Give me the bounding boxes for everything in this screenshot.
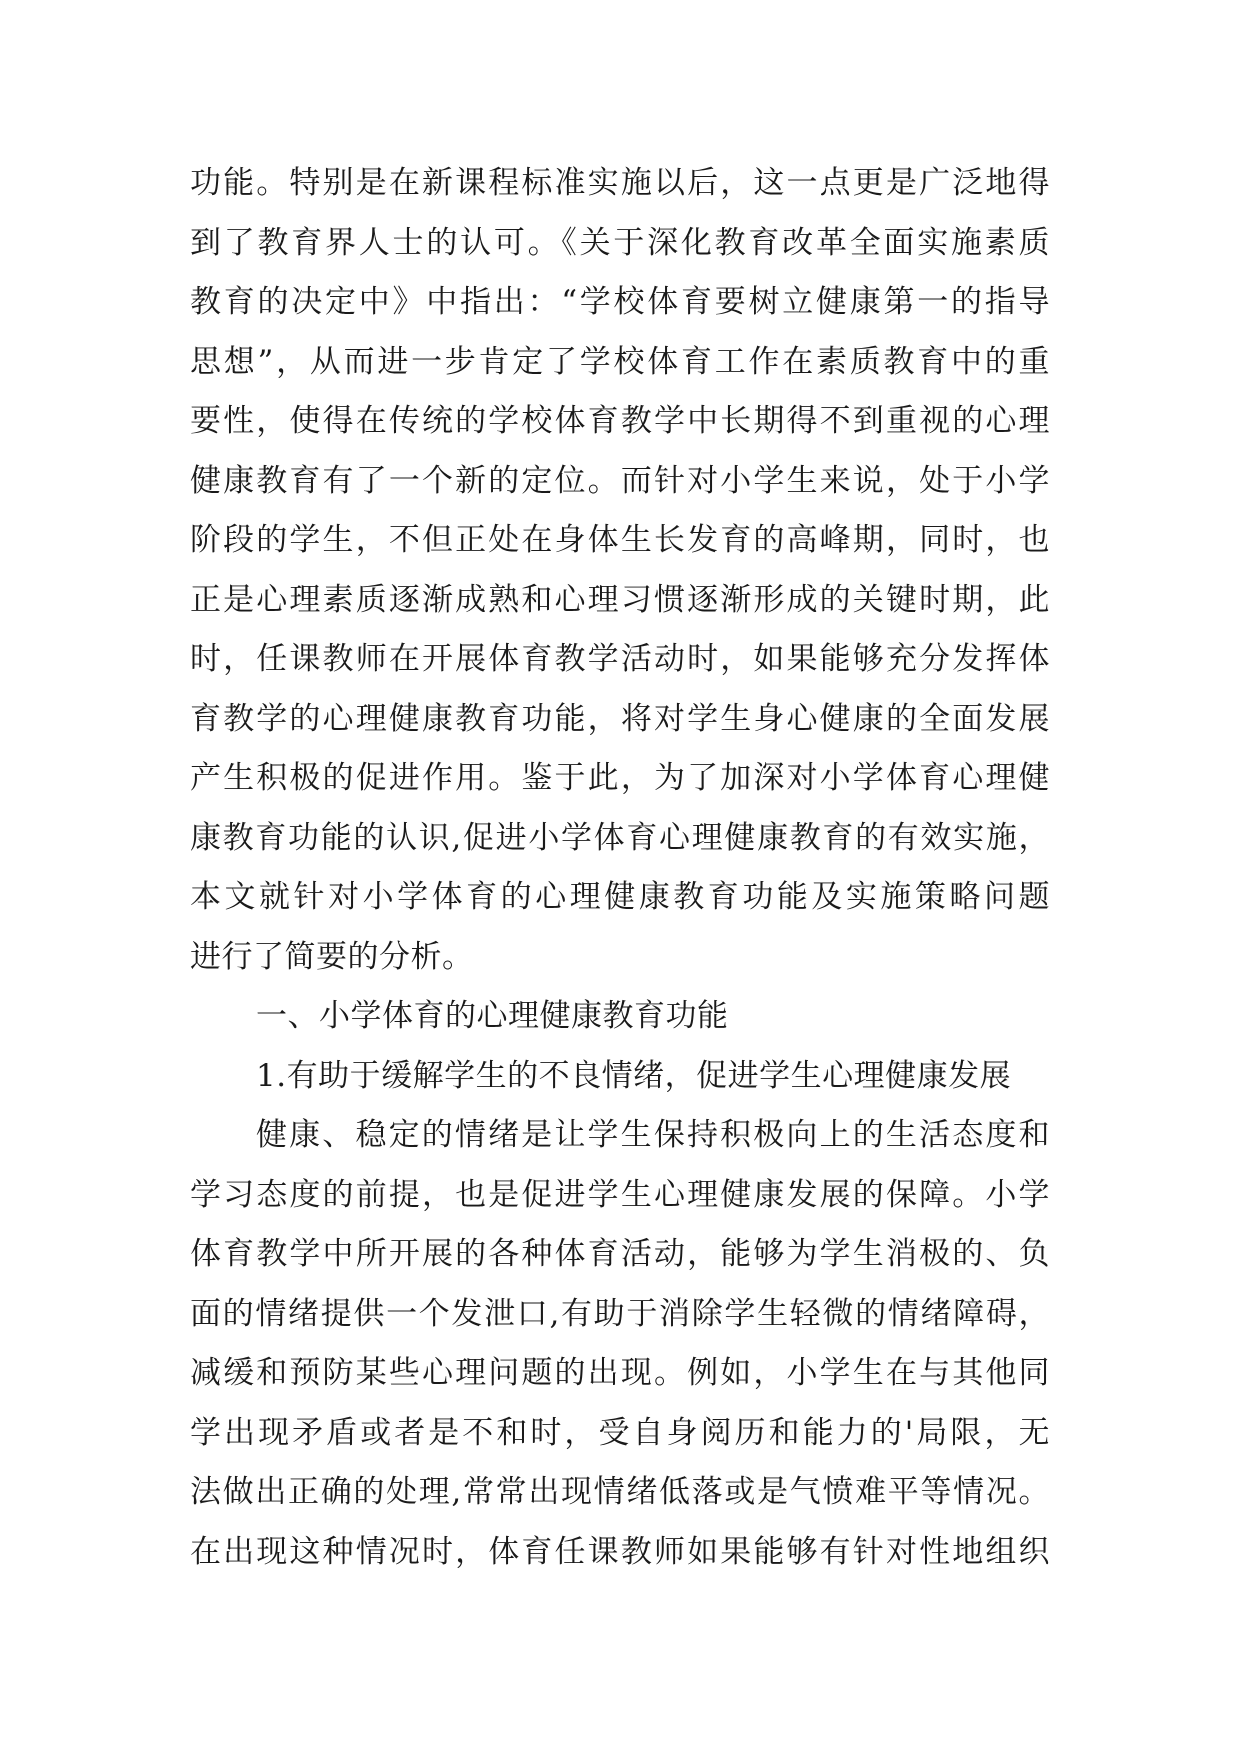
text-line: 法做出正确的处理,常常出现情绪低落或是气愤难平等情况。 [190, 1474, 1050, 1510]
text-line: 教育的决定中》中指出：“学校体育要树立健康第一的指导 [190, 284, 1050, 320]
subsection-heading: 1.有助于缓解学生的不良情绪，促进学生心理健康发展 [256, 1057, 1012, 1094]
text-line: 育教学的心理健康教育功能，将对学生身心健康的全面发展 [190, 700, 1050, 737]
text-line: 功能。特别是在新课程标准实施以后，这一点更是广泛地得 [190, 165, 1050, 201]
text-line: 产生积极的促进作用。鉴于此，为了加深对小学体育心理健 [190, 760, 1050, 796]
text-line: 健康教育有了一个新的定位。而针对小学生来说，处于小学 [190, 462, 1050, 499]
text-line: 时，任课教师在开展体育教学活动时，如果能够充分发挥体 [190, 641, 1050, 677]
text-line: 进行了简要的分析。 [190, 938, 474, 975]
text-line: 减缓和预防某些心理问题的出现。例如，小学生在与其他同 [190, 1355, 1050, 1391]
text-line: 阶段的学生，不但正处在身体生长发育的高峰期，同时，也 [190, 522, 1050, 558]
text-line: 思想”，从而进一步肯定了学校体育工作在素质教育中的重 [190, 343, 1050, 380]
text-line: 正是心理素质逐渐成熟和心理习惯逐渐形成的关键时期，此 [190, 581, 1050, 618]
body-text [190, 154, 1050, 1582]
text-line: 康教育功能的认识,促进小学体育心理健康教育的有效实施， [190, 819, 1050, 856]
text-line: 本文就针对小学体育的心理健康教育功能及实施策略问题 [190, 879, 1050, 915]
text-line: 健康、稳定的情绪是让学生保持积极向上的生活态度和 [256, 1117, 1050, 1153]
text-line: 面的情绪提供一个发泄口,有助于消除学生轻微的情绪障碍， [190, 1295, 1050, 1332]
section-heading: 一、小学体育的心理健康教育功能 [256, 998, 729, 1034]
text-line: 学习态度的前提，也是促进学生心理健康发展的保障。小学 [190, 1176, 1050, 1213]
text-line: 要性，使得在传统的学校体育教学中长期得不到重视的心理 [190, 403, 1050, 439]
text-line: 学出现矛盾或者是不和时，受自身阅历和能力的'局限，无 [190, 1414, 1050, 1451]
text-line: 体育教学中所开展的各种体育活动，能够为学生消极的、负 [190, 1236, 1050, 1272]
text-line: 到了教育界人士的认可。《关于深化教育改革全面实施素质 [190, 224, 1050, 261]
text-line: 在出现这种情况时，体育任课教师如果能够有针对性地组织 [190, 1533, 1050, 1570]
